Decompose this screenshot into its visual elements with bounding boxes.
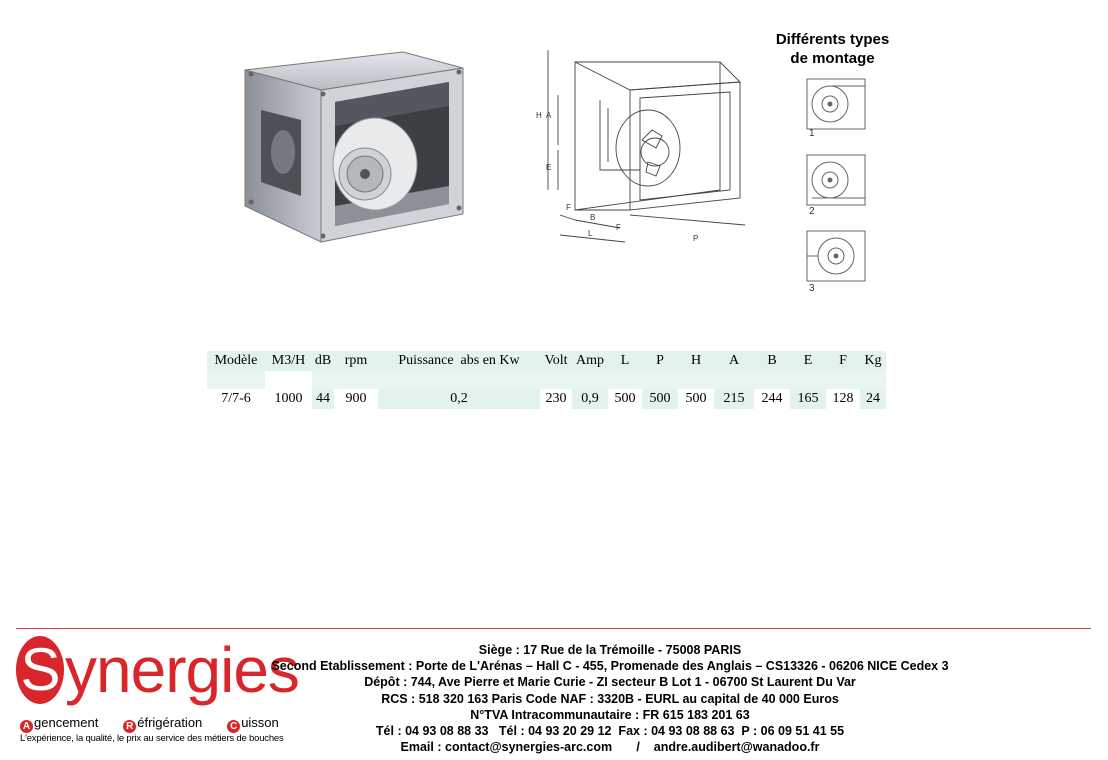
cell-e: 165 [790,389,826,409]
mounting-title [760,30,905,68]
header-e: E [790,351,826,371]
cell-rpm: 900 [334,389,378,409]
footer-siege: Siège : 17 Rue de la Trémoille - 75008 PARIS [478,643,742,657]
cell-m3h: 1000 [265,389,312,409]
table-spacer-row [207,371,886,389]
dim-label-f2: F [616,223,621,232]
header-volt: Volt [540,351,572,371]
header-rpm: rpm [334,351,378,371]
mounting-type-1-diagram [806,78,866,134]
header-l: L [608,351,642,371]
spec-table [207,351,886,409]
header-puissance: Puissance abs en Kw [378,351,540,371]
mounting-type-3-label: 3 [809,283,815,294]
header-f: F [826,351,860,371]
cell-puissance: 0,2 [378,389,540,409]
table-header-row [207,351,886,371]
dim-label-l: L [588,229,593,238]
mounting-type-3-diagram [806,230,866,286]
logo-services [20,714,279,733]
footer-rcs: RCS : 518 320 163 Paris Code NAF : 3320B - EURL au capital de 40 000 Euros [381,691,839,706]
cell-db: 44 [312,389,334,409]
logo-initial-c: C [227,720,240,733]
header-a: A [714,351,754,371]
header-amp: Amp [572,351,608,371]
header-p: P [642,351,678,371]
footer-address-block [250,642,970,755]
dim-label-e: E [546,163,552,172]
header-db: dB [312,351,334,371]
cell-amp: 0,9 [572,389,608,409]
cell-p: 500 [642,389,678,409]
logo-service-cuisson: uisson [241,715,279,730]
footer-second-etablissement: Second Etablissement : Porte de L'Arénas – Hall C - 455, Promenade des Anglais – CS13326 - 06206 NICE Cedex 3 [271,659,949,674]
dim-label-b: B [590,213,596,222]
mounting-type-2-label: 2 [809,206,815,217]
footer-phones: Tél : 04 93 08 88 33 Tél : 04 93 20 29 12 Fax : 04 93 08 88 63 P : 06 09 51 41 55 [375,724,845,739]
cell-kg: 24 [860,389,886,409]
dim-label-h: H [536,111,542,120]
technical-drawing [530,40,760,250]
header-m3h: M3/H [265,351,312,371]
cell-b: 244 [754,389,790,409]
header-modele: Modèle [207,351,265,371]
product-photo [243,46,465,246]
logo-initial-a: A [20,720,33,733]
logo-tagline: L'expérience, la qualité, le prix au service des métiers de bouches [20,733,284,744]
logo-initial-r: R [123,720,136,733]
cell-modele: 7/7-6 [207,389,265,409]
cell-a: 215 [714,389,754,409]
dim-label-a: A [546,111,552,120]
logo-service-refrigeration: éfrigération [137,715,203,730]
cell-volt: 230 [540,389,572,409]
footer-divider [16,628,1091,629]
header-b: B [754,351,790,371]
dim-label-p: P [693,234,699,243]
mounting-type-1-label: 1 [809,128,815,139]
cell-f: 128 [826,389,860,409]
cell-l: 500 [608,389,642,409]
footer-tva: N°TVA Intracommunautaire : FR 615 183 201 63 [470,707,750,722]
header-h: H [678,351,714,371]
table-row [207,389,886,409]
mounting-title-line2: de montage [790,50,875,67]
logo-service-agencement: gencement [34,715,99,730]
cell-h: 500 [678,389,714,409]
logo-word: ynergies [65,634,299,706]
dim-label-f1: F [566,203,571,212]
footer-depot: Dépôt : 744, Ave Pierre et Marie Curie - ZI secteur B Lot 1 - 06700 St Laurent Du Var [364,675,856,690]
header-kg: Kg [860,351,886,371]
mounting-type-2-diagram [806,154,866,210]
mounting-title-line1: Différents types [775,31,890,48]
footer-email: Email : contact@synergies-arc.com / andre.audibert@wanadoo.fr [400,740,820,755]
logo-letter: S [16,636,64,704]
